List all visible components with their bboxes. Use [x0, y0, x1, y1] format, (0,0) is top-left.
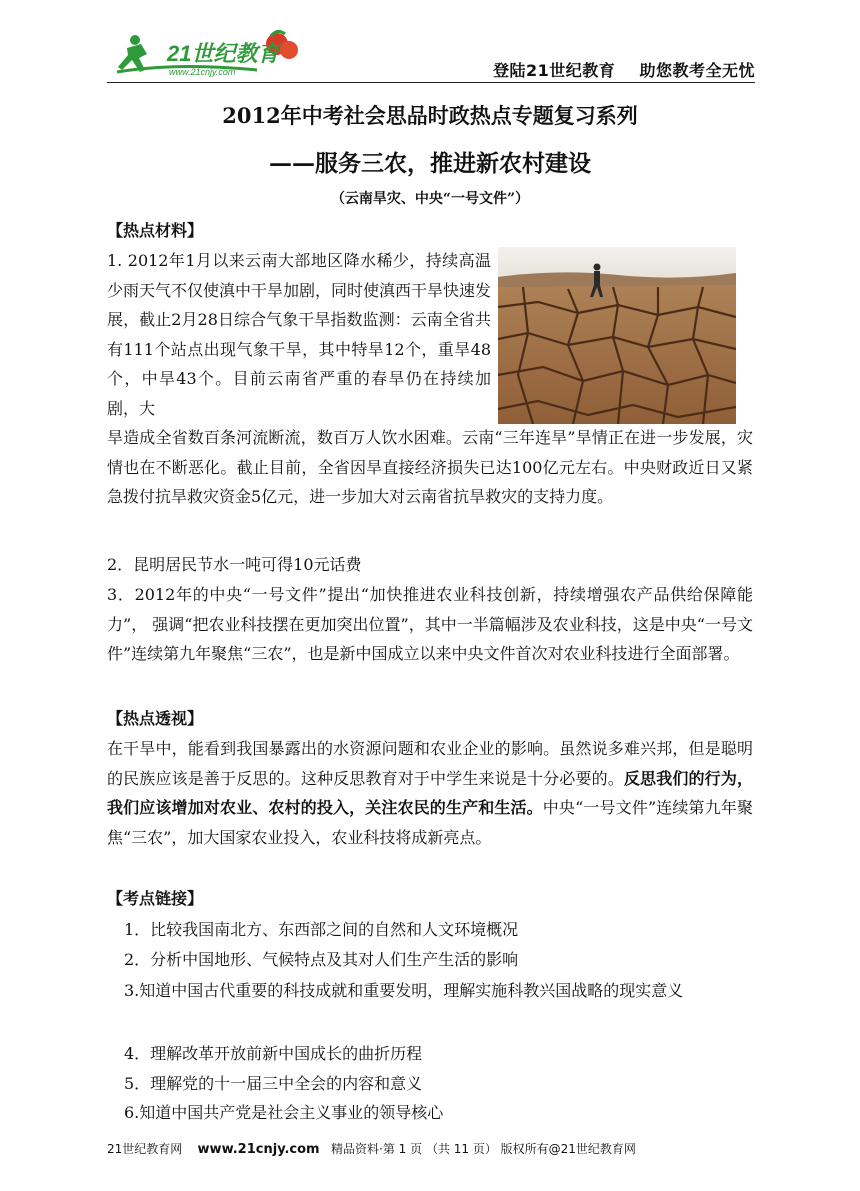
link-item: 5．理解党的十一届三中全会的内容和意义 — [124, 1074, 423, 1093]
svg-text:www.21cnjy.com: www.21cnjy.com — [169, 67, 236, 77]
link-item: 6.知道中国共产党是社会主义事业的领导核心 — [124, 1103, 444, 1122]
link-item: 3.知道中国古代重要的科技成就和重要发明，理解实施科教兴国战略的现实意义 — [124, 981, 684, 1000]
site-logo — [107, 28, 307, 80]
section-heading-material: 【热点材料】 — [107, 221, 204, 240]
footer-info: 精品资料·第 1 页 （共 11 页） 版权所有@21世纪教育网 — [331, 1142, 636, 1156]
material-paragraph-1-continued: 旱造成全省数百条河流断流，数百万人饮水困难。云南“三年连旱”旱情正在进一步发展，灾情也在不断恶化。截止目前，全省因旱直接经济损失已达100亿元左右。中央财政近日又紧急拨付抗旱救灾资金5亿元，进一步加大对云南省抗旱救灾的支持力度。 — [107, 428, 753, 506]
header-slogan: 登陆21世纪教育 助您教考全无忧 — [492, 61, 755, 80]
svg-text:21世纪教育: 21世纪教育 — [167, 41, 280, 66]
material-paragraph-1: 1. 2012年1月以来云南大部地区降水稀少，持续高温少雨天气不仅使滇中干旱加剧，同时使滇西干旱快速发展，截止2月28日综合气象干旱指数监测：云南全省共有111个站点出现气象干旱，其中特旱12个，重旱48个，中旱43个。目前云南省严重的春旱仍在持续加剧，大 — [107, 251, 492, 418]
analysis-text-bold: 反思我们的行为，我们应该增加对农业、农村的投入，关注农民的生产和生活。 — [107, 768, 753, 817]
page-title: 2012年中考社会思品时政热点专题复习系列 — [222, 103, 638, 128]
page-subtitle: ——服务三农，推进新农村建设 — [269, 150, 591, 177]
page-footer — [107, 1140, 636, 1157]
material-item-2: 2．昆明居民节水一吨可得10元话费 — [107, 555, 362, 574]
footer-site: 21世纪教育网 — [107, 1142, 183, 1156]
link-item: 2．分析中国地形、气候特点及其对人们生产生活的影响 — [124, 950, 519, 969]
analysis-paragraph — [107, 734, 753, 852]
link-item: 4．理解改革开放前新中国成长的曲折历程 — [124, 1044, 423, 1063]
footer-url: www.21cnjy.com — [197, 1142, 320, 1157]
link-item: 1．比较我国南北方、东西部之间的自然和人文环境概况 — [124, 920, 519, 939]
section-heading-links: 【考点链接】 — [107, 889, 204, 908]
analysis-text-c: 中央“一号文件”连续第九年聚焦“三农”，加大国家农业投入，农业科技将成新亮点。 — [107, 798, 753, 847]
drought-photo — [498, 247, 736, 424]
title-note: （云南旱灾、中央“一号文件”） — [330, 191, 530, 207]
page-header — [107, 28, 755, 83]
material-paragraph-3: 3．2012年的中央“一号文件”提出“加快推进农业科技创新，持续增强农产品供给保障能力”， 强调“把农业科技摆在更加突出位置”，其中一半篇幅涉及农业科技，这是中央“一号文件”连续第九年聚焦“三农”，也是新中国成立以来中央文件首次对农业科技进行全面部署。 — [107, 585, 753, 663]
section-heading-analysis: 【热点透视】 — [107, 709, 204, 728]
analysis-text-a: 在干旱中，能看到我国暴露出的水资源问题和农业企业的影响。虽然说多难兴邦，但是聪明的民族应该是善于反思的。这种反思教育对于中学生来说是十分必要的。 — [107, 739, 753, 788]
